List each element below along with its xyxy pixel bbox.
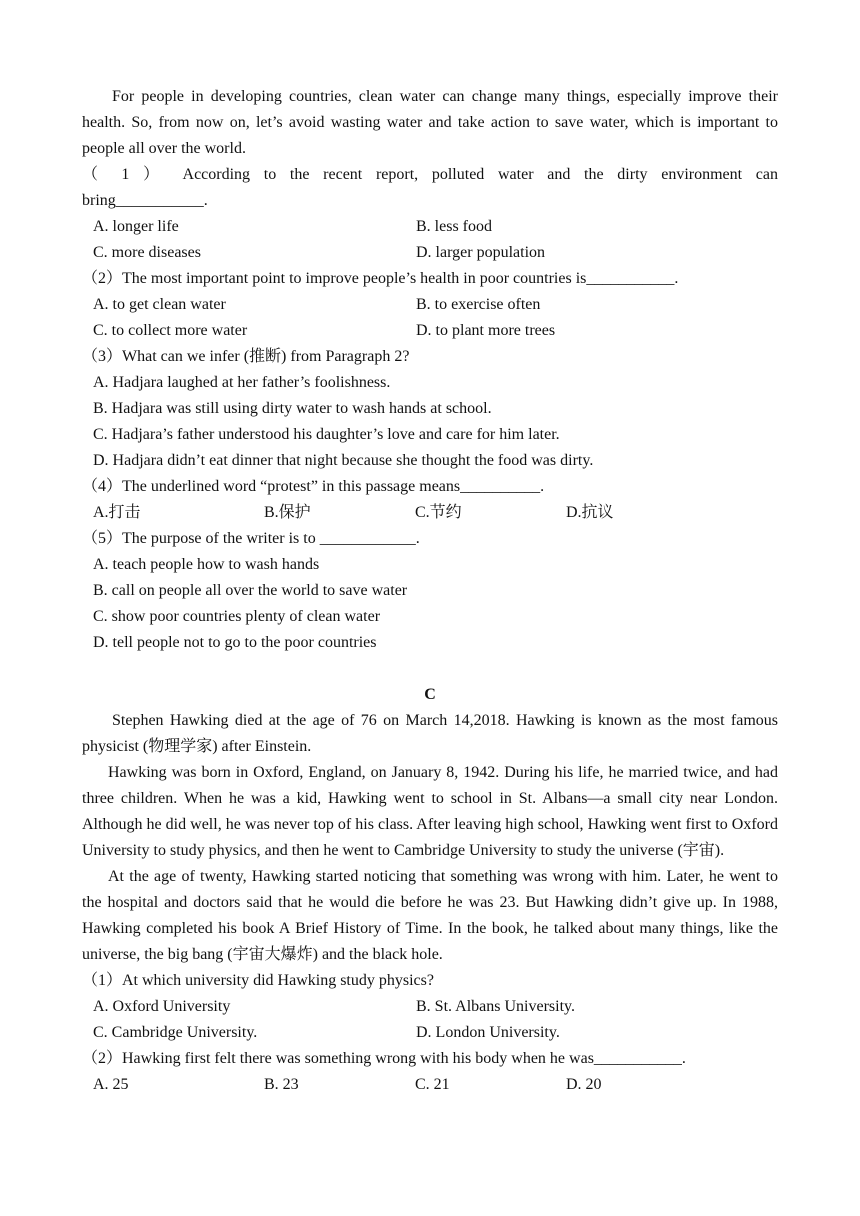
- question-b1-options-row2: [82, 240, 778, 266]
- option-b: B. 23: [264, 1076, 299, 1093]
- section-heading-c: C: [424, 686, 436, 703]
- option-d: D. tell people not to go to the poor countries: [93, 634, 377, 651]
- option-c: C. more diseases: [93, 244, 201, 261]
- passage-c-paragraph-1: Stephen Hawking died at the age of 76 on March 14,2018. Hawking is known as the most famous physicist (物理学家) after Einstein.: [82, 712, 778, 755]
- option-c: C. Cambridge University.: [93, 1024, 258, 1041]
- question-b1-options-row1: [82, 214, 778, 240]
- question-b4-stem: （4）The underlined word “protest” in this passage means__________.: [82, 478, 545, 495]
- option-d: D. larger population: [416, 244, 546, 261]
- option-d: D. Hadjara didn’t eat dinner that night because she thought the food was dirty.: [93, 452, 594, 469]
- passage-b-conclusion: For people in developing countries, clean water can change many things, especially improve their health. So, from now on, let’s avoid wasting water and take action to save water, which is important to people all over the world.: [82, 88, 778, 157]
- option-a: A. 25: [93, 1076, 129, 1093]
- question-b1-stem-cont: bring___________.: [82, 192, 208, 209]
- passage-c-paragraph-3: At the age of twenty, Hawking started noticing that something was wrong with him. Later, he went to the hospital and doctors said that he would die before he was 23. But Hawking didn’t give up. In 1988, Hawking completed his book A Brief History of Time. In the book, he talked about many things, like the universe, the big bang (宇宙大爆炸) and the black hole.: [82, 868, 778, 963]
- document-page: [82, 84, 778, 1098]
- option-c: C. Hadjara’s father understood his daughter’s love and care for him later.: [93, 426, 560, 443]
- question-c1-options-row2: [82, 1020, 778, 1046]
- question-b2-stem: （2）The most important point to improve people’s health in poor countries is___________.: [82, 270, 679, 287]
- question-b1-stem: （ 1 ） According to the recent report, polluted water and the dirty environment can: [82, 166, 778, 183]
- option-a: A. teach people how to wash hands: [93, 556, 320, 573]
- option-c: C. show poor countries plenty of clean water: [93, 608, 381, 625]
- option-a: A. longer life: [93, 218, 179, 235]
- option-b: B. Hadjara was still using dirty water to wash hands at school.: [93, 400, 492, 417]
- question-b2-options-row2: [82, 318, 778, 344]
- question-c2-options: [82, 1072, 778, 1098]
- question-c2-stem: （2）Hawking first felt there was something wrong with his body when he was___________.: [82, 1050, 686, 1067]
- question-b2-options-row1: [82, 292, 778, 318]
- option-a: A. to get clean water: [93, 296, 226, 313]
- option-b: B. less food: [416, 218, 492, 235]
- option-a: A. Oxford University: [93, 998, 231, 1015]
- option-d: D.抗议: [566, 504, 614, 521]
- option-d: D. to plant more trees: [416, 322, 556, 339]
- question-b3-stem: （3）What can we infer (推断) from Paragraph 2?: [82, 348, 410, 365]
- passage-c-paragraph-2: Hawking was born in Oxford, England, on January 8, 1942. During his life, he married twice, and had three children. When he was a kid, Hawking went to school in St. Albans—a small city near London. Although he did well, he was never top of his class. After leaving high school, Hawking went first to Oxford University to study physics, and then he went to Cambridge University to study the universe (宇宙).: [82, 764, 778, 859]
- option-b: B.保护: [264, 504, 311, 521]
- question-c1-options-row1: [82, 994, 778, 1020]
- question-c1-stem: （1）At which university did Hawking study physics?: [82, 972, 434, 989]
- spacer: [82, 656, 778, 682]
- option-c: C.节约: [415, 504, 462, 521]
- option-b: B. to exercise often: [416, 296, 541, 313]
- question-b4-options: [82, 500, 778, 526]
- option-c: C. 21: [415, 1076, 450, 1093]
- question-b5-stem: （5）The purpose of the writer is to ____________.: [82, 530, 420, 547]
- option-d: D. London University.: [416, 1024, 560, 1041]
- option-c: C. to collect more water: [93, 322, 248, 339]
- option-d: D. 20: [566, 1076, 602, 1093]
- option-a: A.打击: [93, 504, 141, 521]
- option-b: B. St. Albans University.: [416, 998, 575, 1015]
- option-b: B. call on people all over the world to save water: [93, 582, 408, 599]
- option-a: A. Hadjara laughed at her father’s foolishness.: [93, 374, 391, 391]
